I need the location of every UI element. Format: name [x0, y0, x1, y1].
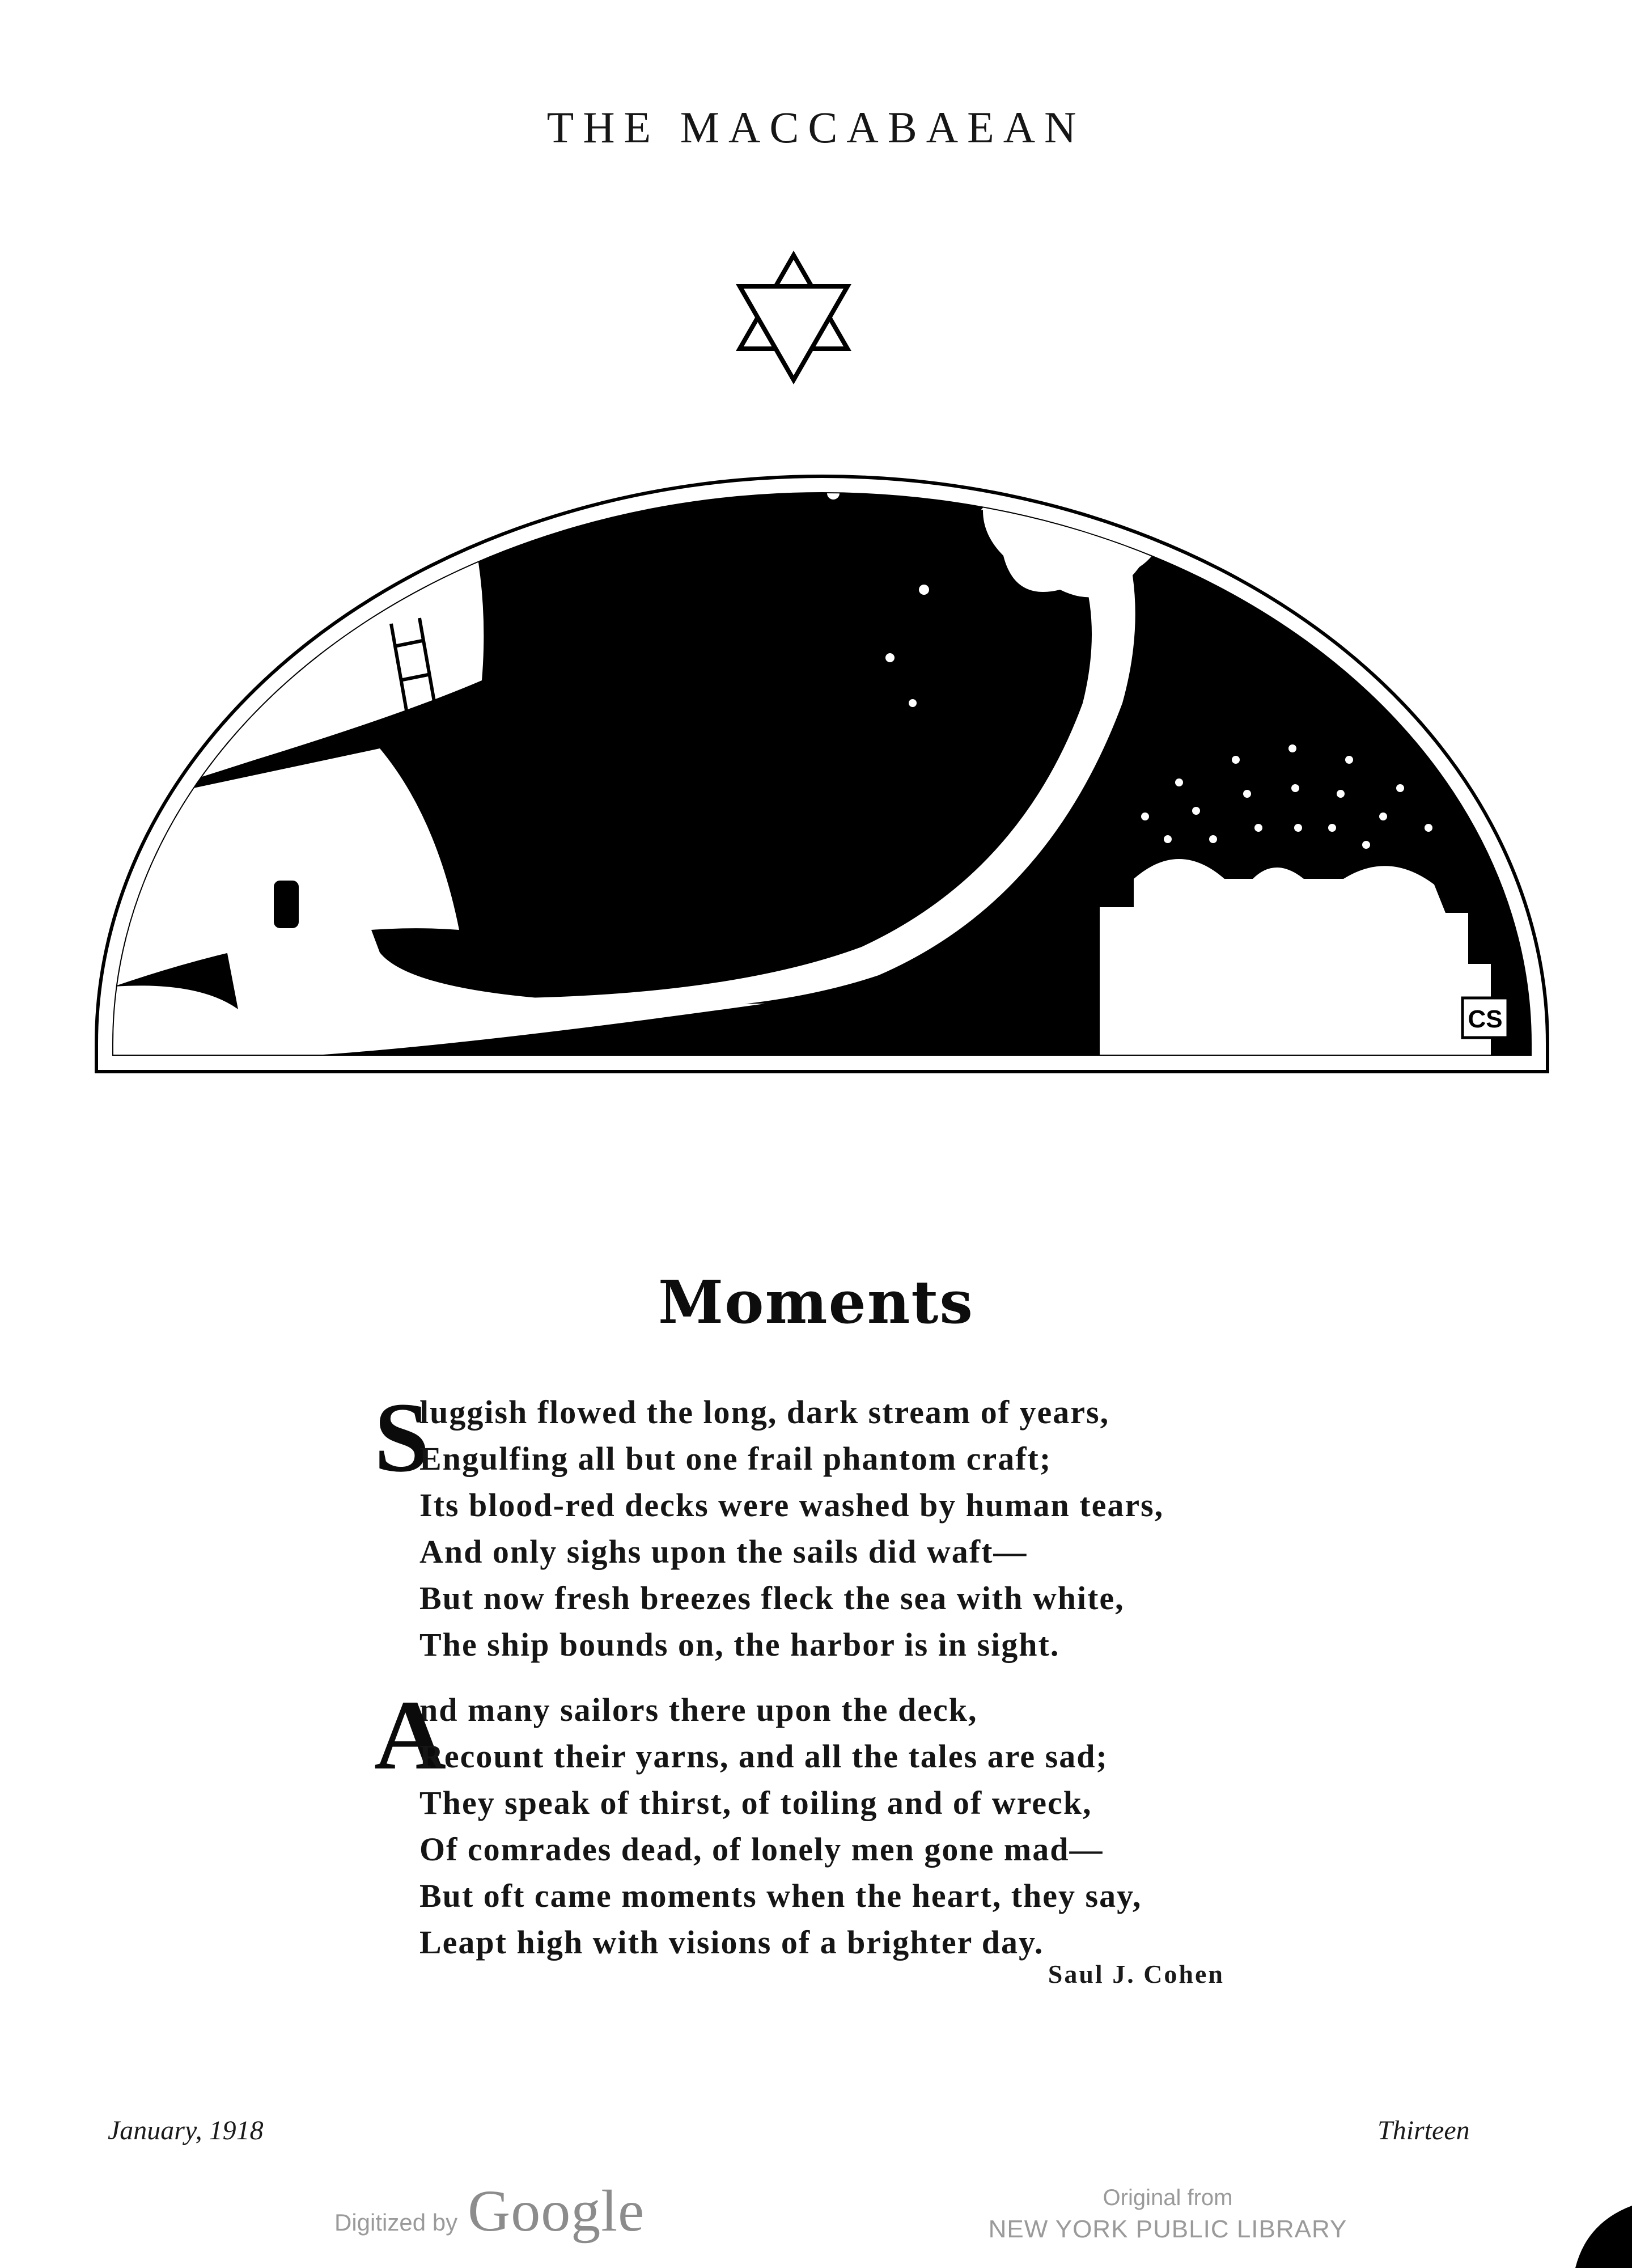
artist-monogram	[1463, 998, 1508, 1038]
google-logo: Google	[468, 2178, 645, 2244]
page-number: Thirteen	[1377, 2115, 1470, 2146]
poem-author: Saul J. Cohen	[1048, 1960, 1224, 1988]
poem-line: But now fresh breezes fleck the sea with white,	[419, 1580, 1125, 1617]
poem-title: Moments	[658, 1267, 974, 1337]
original-from-label: Original from	[1103, 2185, 1233, 2210]
poem-line: Leapt high with visions of a brighter day.	[419, 1924, 1044, 1961]
city-skyline	[1100, 859, 1491, 1055]
digitized-label: Digitized by	[334, 2209, 458, 2236]
issue-date: January, 1918	[108, 2115, 264, 2146]
poem-line: Engulfing all but one frail phantom craft;	[419, 1440, 1052, 1477]
star-of-david-icon	[740, 255, 847, 380]
drop-cap: S	[374, 1382, 431, 1493]
poem-line: Its blood-red decks were washed by human tears,	[419, 1487, 1164, 1524]
monogram-text: CS	[1468, 1005, 1503, 1033]
original-from-watermark	[964, 2183, 1372, 2246]
masthead: THE MACCABAEAN	[546, 103, 1086, 152]
poem-line: The ship bounds on, the harbor is in sight.	[419, 1626, 1060, 1663]
poem-line: And only sighs upon the sails did waft—	[419, 1533, 1028, 1570]
poem-line: They speak of thirst, of toiling and of wreck,	[419, 1784, 1092, 1821]
lantern-icon	[272, 879, 300, 930]
poem-line: But oft came moments when the heart, they say,	[419, 1877, 1142, 1914]
stanza-2	[374, 1680, 1281, 1966]
page-corner-smudge	[1541, 2172, 1632, 2268]
ship-illustration	[85, 249, 1559, 1089]
line-text: nd many sailors there upon the deck,	[419, 1691, 978, 1728]
digitized-by-watermark	[334, 2177, 645, 2244]
poem-line: Recount their yarns, and all the tales are sad;	[419, 1738, 1108, 1775]
library-name: NEW YORK PUBLIC LIBRARY	[988, 2215, 1347, 2243]
stanza-1	[374, 1382, 1281, 1668]
drop-cap: A	[374, 1680, 448, 1791]
poem-line: Of comrades dead, of lonely men gone mad—	[419, 1831, 1104, 1868]
line-text: luggish flowed the long, dark stream of years,	[419, 1394, 1110, 1431]
